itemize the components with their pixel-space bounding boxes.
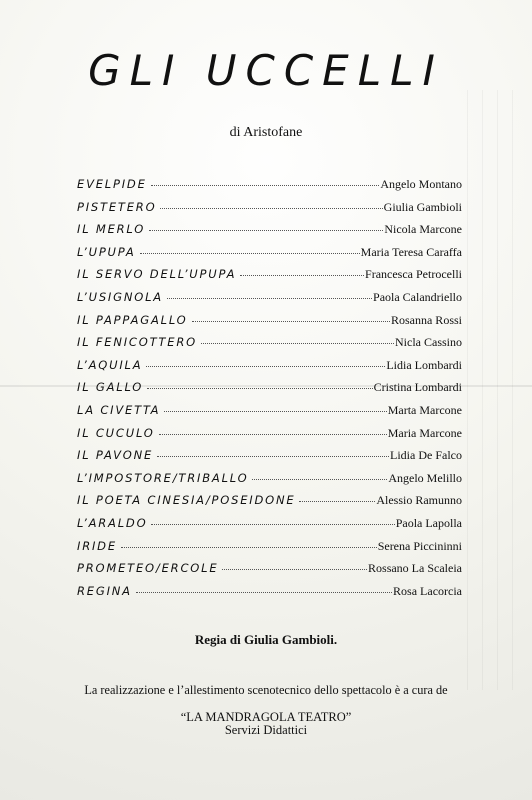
dotted-leader <box>299 501 375 502</box>
cast-row <box>77 268 462 291</box>
dotted-leader <box>252 479 387 480</box>
cast-actor: Nicla Cassino <box>395 335 462 350</box>
company-name: “LA MANDRAGOLA TEATRO” <box>180 710 352 724</box>
dotted-leader <box>159 434 387 435</box>
cast-row <box>77 585 462 608</box>
dotted-leader <box>164 411 386 412</box>
cast-row <box>77 517 462 540</box>
cast-list <box>77 178 462 607</box>
dotted-leader <box>167 298 372 299</box>
cast-actor: Rossano La Scaleia <box>368 561 462 576</box>
page-title: GLI UCCELLI <box>88 46 444 95</box>
cast-role: IL GALLO <box>77 380 144 395</box>
cast-role: PROMETEO/ERCOLE <box>77 561 219 576</box>
show-through-texture <box>459 90 514 690</box>
cast-role: L’UPUPA <box>77 244 136 259</box>
cast-role: IL MERLO <box>77 222 146 237</box>
cast-row <box>77 314 462 337</box>
dotted-leader <box>146 366 385 367</box>
cast-actor: Rosanna Rossi <box>390 312 462 327</box>
cast-role: L’ARALDO <box>77 515 148 530</box>
cast-row <box>77 449 462 472</box>
cast-row <box>77 178 462 201</box>
dotted-leader <box>140 253 360 254</box>
cast-role: L’AQUILA <box>77 357 143 372</box>
cast-actor: Cristina Lombardi <box>373 380 462 395</box>
cast-row <box>77 381 462 404</box>
author-credit: di Aristofane <box>229 125 303 140</box>
cast-actor: Maria Teresa Caraffa <box>360 244 462 259</box>
cast-actor: Francesca Petrocelli <box>365 267 462 282</box>
dotted-leader <box>240 275 364 276</box>
cast-role: EVELPIDE <box>77 177 147 191</box>
cast-actor: Rosa Lacorcia <box>393 583 462 598</box>
cast-role: IL SERVO DELL’UPUPA <box>77 267 237 282</box>
direction-credit: Regia di Giulia Gambioli. <box>194 632 338 647</box>
cast-actor: Nicola Marcone <box>384 222 462 237</box>
cast-actor: Marta Marcone <box>387 402 462 417</box>
cast-actor: Lidia De Falco <box>390 448 462 463</box>
cast-role: IL PAVONE <box>77 448 154 463</box>
cast-row <box>77 291 462 314</box>
dotted-leader <box>121 547 377 548</box>
cast-row <box>77 201 462 224</box>
cast-role: LA CIVETTA <box>77 402 161 417</box>
company-services: Servizi Didattici <box>224 723 308 738</box>
cast-row <box>77 494 462 517</box>
cast-role: IL CUCULO <box>77 425 155 440</box>
cast-role: REGINA <box>77 583 132 598</box>
cast-actor: Lidia Lombardi <box>386 357 462 372</box>
dotted-leader <box>149 230 383 231</box>
cast-row <box>77 472 462 495</box>
cast-actor: Alessio Ramunno <box>376 493 462 508</box>
cast-row <box>77 359 462 382</box>
dotted-leader <box>147 388 373 389</box>
cast-role: IRIDE <box>77 538 117 553</box>
cast-row <box>77 223 462 246</box>
company-block <box>0 711 532 737</box>
dotted-leader <box>157 456 389 457</box>
dotted-leader <box>201 343 394 344</box>
cast-role: L’USIGNOLA <box>77 289 163 304</box>
cast-row <box>77 246 462 269</box>
dotted-leader <box>151 185 380 186</box>
cast-role: L’IMPOSTORE/TRIBALLO <box>77 470 249 485</box>
dotted-leader <box>160 208 382 209</box>
cast-row <box>77 540 462 563</box>
dotted-leader <box>222 569 367 570</box>
dotted-leader <box>192 321 390 322</box>
cast-row <box>77 562 462 585</box>
cast-actor: Angelo Melillo <box>388 470 462 485</box>
cast-actor: Angelo Montano <box>380 177 462 191</box>
cast-actor: Giulia Gambioli <box>383 199 462 214</box>
dotted-leader <box>136 592 392 593</box>
cast-actor: Paola Calandriello <box>373 289 462 304</box>
cast-row <box>77 336 462 359</box>
cast-role: IL FENICOTTERO <box>77 335 197 350</box>
cast-role: PISTETERO <box>77 199 157 214</box>
cast-role: IL POETA CINESIA/POSEIDONE <box>77 493 296 508</box>
cast-role: IL PAPPAGALLO <box>77 312 188 327</box>
dotted-leader <box>151 524 394 525</box>
cast-row <box>77 427 462 450</box>
cast-actor: Maria Marcone <box>387 425 462 440</box>
production-credit: La realizzazione e l’allestimento scenotecnico dello spettacolo è a cura de <box>84 683 448 697</box>
cast-row <box>77 404 462 427</box>
cast-actor: Serena Piccininni <box>377 538 462 553</box>
cast-actor: Paola Lapolla <box>395 515 462 530</box>
